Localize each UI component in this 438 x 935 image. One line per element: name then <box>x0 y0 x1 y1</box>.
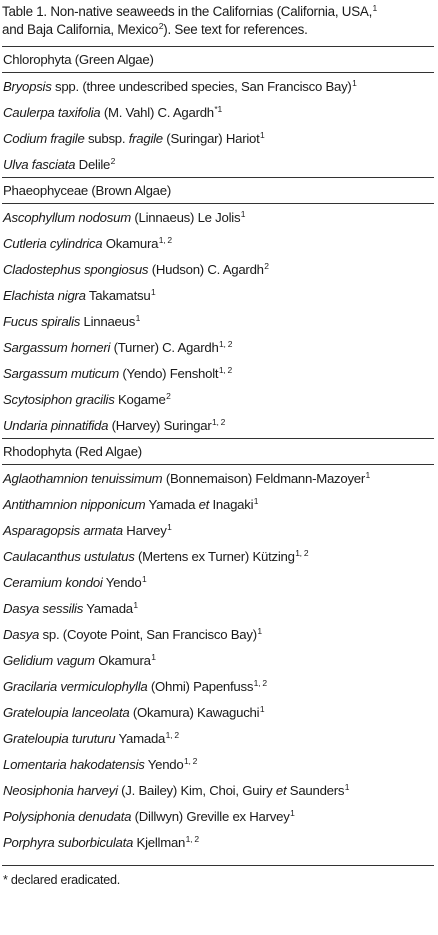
species-row <box>2 360 434 386</box>
reference-sup: 1 <box>365 470 371 480</box>
species-row <box>2 595 434 621</box>
species-row <box>2 465 434 491</box>
reference-sup: 1 <box>167 522 172 532</box>
species-name: Elachista nigra <box>3 288 86 303</box>
caption-line-1-sup: 1 <box>372 3 378 13</box>
group-header: Phaeophyceae (Brown Algae) <box>2 178 434 204</box>
species-authority: (Hudson) C. Agardh <box>148 262 264 277</box>
reference-sup: 1 <box>259 704 265 714</box>
species-name: Scytosiphon gracilis <box>3 392 115 407</box>
species-row <box>2 125 434 151</box>
species-name: Gelidium vagum <box>3 653 95 668</box>
species-authority: (Ohmi) Papenfuss <box>147 679 254 694</box>
species-authority: (Mertens ex Turner) Kützing <box>134 549 295 564</box>
species-name: Lomentaria hakodatensis <box>3 757 145 772</box>
species-row <box>2 386 434 412</box>
species-row <box>2 151 434 178</box>
caption-line-2: and Baja California, Mexico <box>2 22 159 37</box>
reference-sup: 1 <box>133 600 138 610</box>
species-authority: Yamada <box>145 497 199 512</box>
species-authority: Kogame <box>114 392 166 407</box>
species-row <box>2 803 434 829</box>
reference-sup: 1, 2 <box>211 417 226 427</box>
species-name: Dasya sessilis <box>3 601 84 616</box>
caption-line-2-tail: ). See text for references. <box>163 22 308 37</box>
species-authority: subsp. <box>84 131 129 146</box>
species-authority: (M. Vahl) C. Agardh <box>100 105 214 120</box>
reference-sup: 1 <box>344 782 350 792</box>
reference-sup: 1 <box>240 209 246 219</box>
species-row <box>2 230 434 256</box>
table-caption <box>2 3 434 39</box>
reference-sup: 1 <box>257 626 262 636</box>
species-name: Cladostephus spongiosus <box>3 262 149 277</box>
species-row <box>2 647 434 673</box>
species-row <box>2 569 434 595</box>
species-row <box>2 308 434 334</box>
species-name: Caulerpa taxifolia <box>3 105 101 120</box>
species-name: Antithamnion nipponicum <box>3 497 146 512</box>
species-row <box>2 621 434 647</box>
reference-sup: 1 <box>150 287 156 297</box>
species-authority-part: Saunders <box>286 783 345 798</box>
species-authority: Okamura <box>102 236 159 251</box>
species-authority: (J. Bailey) Kim, Choi, Guiry <box>117 783 276 798</box>
reference-sup: 1 <box>290 808 295 818</box>
species-name: Cutleria cylindrica <box>3 236 103 251</box>
species-name: Fucus spiralis <box>3 314 81 329</box>
species-name: Sargassum muticum <box>3 366 119 381</box>
species-name: Dasya <box>3 627 40 642</box>
reference-sup: 1, 2 <box>219 339 233 349</box>
species-name-part: et <box>275 783 287 798</box>
reference-sup: 2 <box>166 391 171 401</box>
species-authority: Kjellman <box>133 835 186 850</box>
species-authority: Yamada <box>83 601 133 616</box>
species-name: Porphyra suborbiculata <box>3 835 134 850</box>
species-name: Ascophyllum nodosum <box>3 210 131 225</box>
species-name: Sargassum horneri <box>3 340 111 355</box>
species-authority: (Linnaeus) Le Jolis <box>130 210 241 225</box>
species-authority: (Turner) C. Agardh <box>110 340 219 355</box>
species-row <box>2 282 434 308</box>
species-row <box>2 829 434 855</box>
species-authority: (Harvey) Suringar <box>108 418 212 433</box>
reference-sup: 1, 2 <box>183 756 198 766</box>
reference-sup: 2 <box>264 261 269 271</box>
caption-line-1: Table 1. Non-native seaweeds in the Californias (California, USA, <box>2 4 373 19</box>
reference-sup: *1 <box>214 104 222 114</box>
species-authority: Takamatsu <box>85 288 151 303</box>
species-name: Grateloupia turuturu <box>3 731 116 746</box>
species-authority: (Okamura) Kawaguchi <box>129 705 260 720</box>
species-authority: Okamura <box>94 653 151 668</box>
species-authority: Linnaeus <box>80 314 136 329</box>
species-row <box>2 491 434 517</box>
species-authority: Harvey <box>122 523 167 538</box>
species-row <box>2 73 434 99</box>
reference-sup: 1, 2 <box>158 235 172 245</box>
reference-sup: 1, 2 <box>253 678 267 688</box>
species-authority: (Bonnemaison) Feldmann-Mazoyer <box>162 471 366 486</box>
group-header: Rhodophyta (Red Algae) <box>2 439 434 465</box>
species-row <box>2 334 434 360</box>
species-row <box>2 256 434 282</box>
species-row <box>2 99 434 125</box>
reference-sup: 1 <box>352 78 357 88</box>
species-row <box>2 412 434 439</box>
reference-sup: 1 <box>253 496 259 506</box>
species-name: Caulacanthus ustulatus <box>3 549 135 564</box>
reference-sup: 1, 2 <box>185 834 199 844</box>
species-row <box>2 751 434 777</box>
reference-sup: 1, 2 <box>165 730 179 740</box>
species-authority: Yendo <box>144 757 184 772</box>
species-authority: sp. (Coyote Point, San Francisco Bay) <box>39 627 257 642</box>
species-name: Aglaothamnion tenuissimum <box>3 471 163 486</box>
footnote: * declared eradicated. <box>3 873 121 887</box>
species-authority: spp. (three undescribed species, San Francisco Bay) <box>51 79 352 94</box>
species-authority: (Dillwyn) Greville ex Harvey <box>131 809 290 824</box>
caption-line-2-sup: 2 <box>158 21 164 31</box>
species-name-part: fragile <box>128 131 163 146</box>
species-row <box>2 204 434 230</box>
species-authority-part: Inagaki <box>209 497 254 512</box>
reference-sup: 1 <box>151 652 156 662</box>
species-authority: Yamada <box>115 731 166 746</box>
species-row <box>2 725 434 751</box>
reference-sup: 1 <box>141 574 147 584</box>
species-name: Ulva fasciata <box>3 157 76 172</box>
species-authority: Delile <box>75 157 111 172</box>
species-row <box>2 673 434 699</box>
group-header: Chlorophyta (Green Algae) <box>2 47 434 73</box>
species-name: Polysiphonia denudata <box>3 809 132 824</box>
reference-sup: 1 <box>135 313 141 323</box>
species-name: Asparagopsis armata <box>3 523 123 538</box>
species-name: Neosiphonia harveyi <box>3 783 118 798</box>
species-authority-part: (Suringar) Hariot <box>162 131 260 146</box>
species-authority: (Yendo) Fensholt <box>118 366 219 381</box>
species-name: Ceramium kondoi <box>3 575 103 590</box>
species-name-part: et <box>198 497 210 512</box>
species-table <box>2 47 434 855</box>
species-row <box>2 699 434 725</box>
species-name: Undaria pinnatifida <box>3 418 109 433</box>
reference-sup: 1, 2 <box>295 548 309 558</box>
species-authority: Yendo <box>102 575 142 590</box>
species-name: Bryopsis <box>3 79 52 94</box>
reference-sup: 1 <box>260 130 265 140</box>
species-name: Gracilaria vermiculophylla <box>3 679 148 694</box>
species-row <box>2 777 434 803</box>
reference-sup: 2 <box>110 156 116 166</box>
species-row <box>2 543 434 569</box>
reference-sup: 1, 2 <box>218 365 233 375</box>
species-row <box>2 517 434 543</box>
species-name: Grateloupia lanceolata <box>3 705 130 720</box>
species-name: Codium fragile <box>3 131 85 146</box>
